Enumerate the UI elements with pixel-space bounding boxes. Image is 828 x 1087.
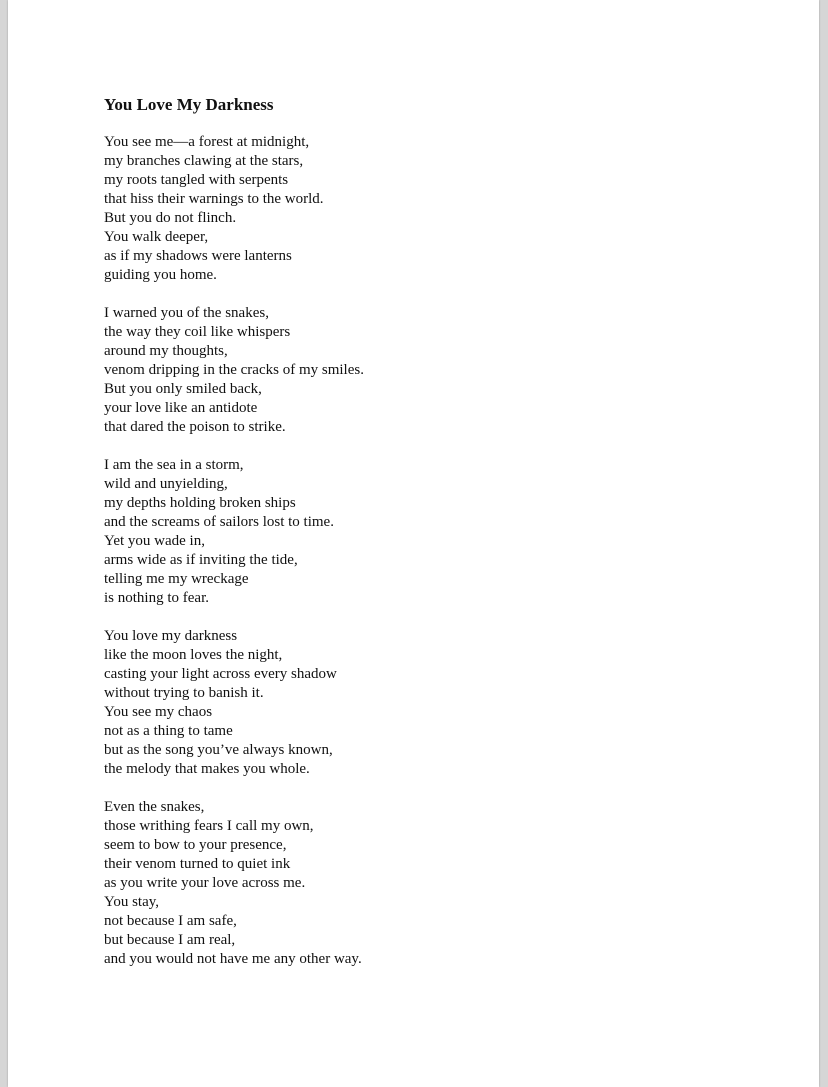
stanza-3 [104,456,704,608]
poem-line: those writhing fears I call my own, [104,818,314,834]
poem-line: arms wide as if inviting the tide, [104,552,298,568]
poem-line: their venom turned to quiet ink [104,856,291,872]
poem-line: You see me—a forest at midnight, [104,134,310,150]
document-page [8,0,819,1087]
poem-line: the way they coil like whispers [104,324,291,340]
poem-line: as you write your love across me. [104,875,306,891]
poem-line: Even the snakes, [104,799,205,815]
poem-line: telling me my wreckage [104,571,249,587]
stanza-1 [104,133,704,285]
poem-line: You stay, [104,894,160,910]
poem-line: and you would not have me any other way. [104,951,362,967]
poem-line: my roots tangled with serpents [104,172,289,188]
stanza-5 [104,798,704,969]
poem-line: and the screams of sailors lost to time. [104,514,334,530]
poem-line: wild and unyielding, [104,476,228,492]
poem-line: You love my darkness [104,628,238,644]
poem-line: venom dripping in the cracks of my smiles. [104,362,364,378]
stanza-4 [104,627,704,779]
poem-line: but because I am real, [104,932,236,948]
poem-line: But you do not flinch. [104,210,237,226]
poem-line: the melody that makes you whole. [104,761,310,777]
poem-line: my depths holding broken ships [104,495,296,511]
poem-line: casting your light across every shadow [104,666,337,682]
poem [104,94,704,988]
poem-line: You walk deeper, [104,229,209,245]
poem-title: You Love My Darkness [104,95,274,114]
poem-line: seem to bow to your presence, [104,837,287,853]
poem-line: around my thoughts, [104,343,228,359]
poem-line: without trying to banish it. [104,685,264,701]
poem-line: Yet you wade in, [104,533,205,549]
poem-line: my branches clawing at the stars, [104,153,304,169]
poem-line: I warned you of the snakes, [104,305,269,321]
poem-line: your love like an antidote [104,400,258,416]
poem-line: as if my shadows were lanterns [104,248,292,264]
poem-line: guiding you home. [104,267,217,283]
poem-line: But you only smiled back, [104,381,262,397]
stanza-2 [104,304,704,437]
poem-line: not as a thing to tame [104,723,233,739]
poem-line: that dared the poison to strike. [104,419,286,435]
poem-line: but as the song you’ve always known, [104,742,333,758]
poem-line: not because I am safe, [104,913,237,929]
poem-line: I am the sea in a storm, [104,457,244,473]
poem-line: like the moon loves the night, [104,647,283,663]
poem-line: You see my chaos [104,704,213,720]
poem-line: is nothing to fear. [104,590,209,606]
poem-line: that hiss their warnings to the world. [104,191,324,207]
